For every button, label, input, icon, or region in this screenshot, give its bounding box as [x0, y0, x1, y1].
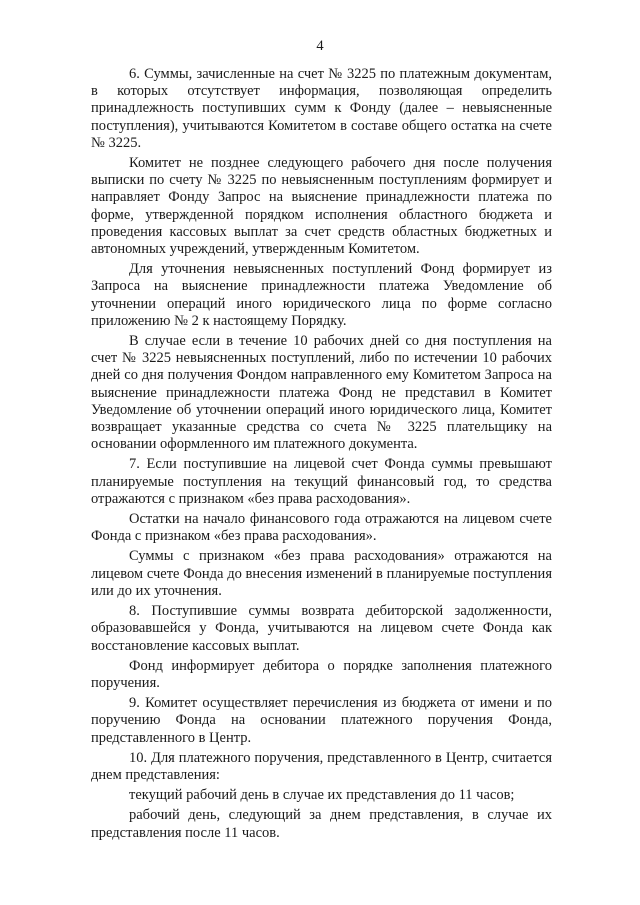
paragraph-clarification-notice: Для уточнения невыясненных поступлений Фонд формирует из Запроса на выяснение принадлежности платежа Уведомление об уточнении операций иного юридического лица по форме согласно приложению № 2 к настоящему Порядку.: [91, 261, 552, 329]
paragraph-before-11: текущий рабочий день в случае их представления до 11 часов;: [129, 787, 515, 804]
paragraph-request-formation: Комитет не позднее следующего рабочего дня после получения выписки по счету № 3225 по невыясненным поступлениям формирует и направляет Фонду Запрос на выяснение принадлежности платежа по форме, утвержденной порядком исполнения областного бюджета и проведения кассовых выплат за счет средств областных бюджетных и автономных учреждений, утвержденным Комитетом.: [91, 155, 552, 258]
paragraph-restricted-sums: Суммы с признаком «без права расходования» отражаются на лицевом счете Фонда до внесения изменений в планируемые поступления или до их уточнения.: [91, 548, 552, 599]
paragraph-8: 8. Поступившие суммы возврата дебиторской задолженности, образовавшейся у Фонда, учитываются на лицевом счете Фонда как восстановление кассовых выплат.: [91, 603, 552, 654]
paragraph-6: 6. Суммы, зачисленные на счет № 3225 по платежным документам, в которых отсутствует информация, позволяющая определить принадлежность поступивших сумм к Фонду (далее – невыясненные поступления), учитываются Комитетом в составе общего остатка на счете № 3225.: [91, 66, 552, 151]
paragraph-10: 10. Для платежного поручения, представленного в Центр, считается днем представления:: [91, 749, 552, 783]
paragraph-9: 9. Комитет осуществляет перечисления из бюджета от имени и по поручению Фонда на основании платежного поручения Фонда, представленного в Центр.: [91, 695, 552, 746]
paragraph-after-11: рабочий день, следующий за днем представления, в случае их представления после 11 часов.: [91, 807, 552, 841]
page-number: 4: [316, 38, 324, 54]
paragraph-opening-balances: Остатки на начало финансового года отражаются на лицевом счете Фонда с признаком «без права расходования».: [91, 511, 552, 545]
paragraph-return-of-funds: В случае если в течение 10 рабочих дней со дня поступления на счет № 3225 невыясненных поступлений, либо по истечении 10 рабочих дней со дня получения Фондом направленного ему Комитетом Запроса на выяснение принадлежности платежа Фонд не представил в Комитет Уведомление об уточнении операций иного юридического лица, Комитет возвращает указанные средства со счета № 3225 плательщику на основании оформленного им платежного документа.: [91, 333, 552, 453]
document-body: [91, 66, 552, 845]
paragraph-7: 7. Если поступившие на лицевой счет Фонда суммы превышают планируемые поступления на текущий финансовый год, то средства отражаются с признаком «без права расходования».: [91, 456, 552, 507]
paragraph-debtor-info: Фонд информирует дебитора о порядке заполнения платежного поручения.: [91, 657, 552, 691]
